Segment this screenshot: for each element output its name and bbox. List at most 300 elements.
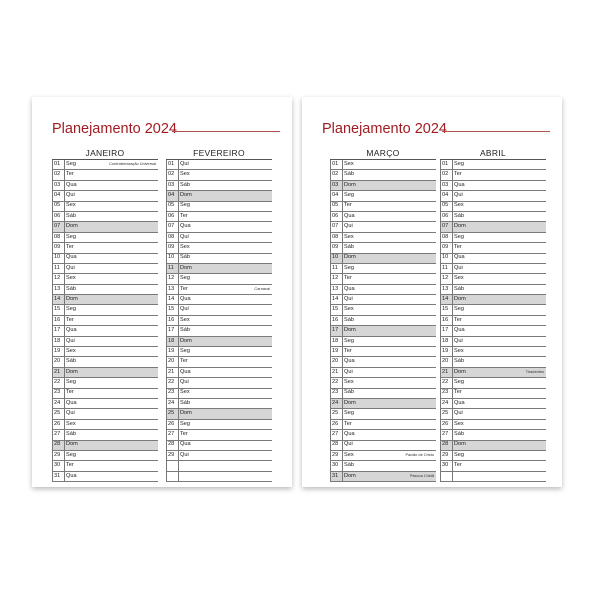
day-row <box>331 243 436 253</box>
weekday-name: Ter <box>342 274 357 283</box>
weekday-name: Sáb <box>452 285 467 294</box>
day-number: 21 <box>332 368 339 375</box>
weekday-name: Sex <box>342 305 357 314</box>
day-row <box>441 202 546 212</box>
weekday-name: Sáb <box>178 181 193 190</box>
day-number: 11 <box>168 264 174 271</box>
day-number: 14 <box>168 295 175 302</box>
day-row <box>441 347 546 357</box>
day-number: 26 <box>168 420 175 427</box>
day-number: 29 <box>442 451 449 458</box>
day-row <box>331 305 436 315</box>
day-number: 24 <box>442 399 449 406</box>
day-row <box>441 409 546 419</box>
day-row <box>53 264 158 274</box>
weekday-name: Dom <box>178 337 193 346</box>
day-number: 06 <box>168 212 175 219</box>
weekday-name: Seg <box>64 305 79 314</box>
day-number: 27 <box>168 431 175 438</box>
weekday-name: Qua <box>452 326 467 335</box>
day-number: 12 <box>54 275 61 282</box>
weekday-name: Qua <box>64 181 79 190</box>
day-number: 31 <box>54 472 61 479</box>
weekday-name: Dom <box>452 222 467 231</box>
day-row <box>331 254 436 264</box>
weekday-name: Qui <box>64 264 79 273</box>
planner-spread <box>32 97 568 493</box>
weekday-name: Qua <box>178 441 193 450</box>
month-april <box>440 147 546 482</box>
weekday-name: Ter <box>342 347 357 356</box>
day-row <box>441 420 546 430</box>
day-row <box>53 420 158 430</box>
day-row <box>441 399 546 409</box>
day-number: 18 <box>168 337 175 344</box>
day-row <box>331 212 436 222</box>
day-number: 30 <box>442 462 449 469</box>
day-number: 07 <box>54 223 61 230</box>
day-number: 22 <box>332 379 339 386</box>
day-row <box>331 368 436 378</box>
day-row <box>53 212 158 222</box>
weekday-name: Sáb <box>452 212 467 221</box>
day-row <box>441 441 546 451</box>
weekday-name: Dom <box>452 368 467 377</box>
day-row <box>331 430 436 440</box>
title-rule <box>442 131 550 132</box>
day-row <box>441 326 546 336</box>
weekday-name: Qui <box>178 451 193 460</box>
day-row <box>53 305 158 315</box>
weekday-name: Seg <box>178 347 193 356</box>
weekday-name: Sex <box>342 378 357 387</box>
day-number: 21 <box>168 368 175 375</box>
day-number: 17 <box>332 327 339 334</box>
weekday-name: Seg <box>178 202 193 211</box>
weekday-name: Qui <box>342 222 357 231</box>
weekday-name: Qui <box>452 337 467 346</box>
weekday-name: Ter <box>452 243 467 252</box>
day-row <box>53 326 158 336</box>
weekday-name: Sáb <box>452 430 467 439</box>
day-row <box>441 222 546 232</box>
weekday-name: Qua <box>342 430 357 439</box>
day-number: 19 <box>168 347 175 354</box>
weekday-name: Dom <box>342 399 357 408</box>
weekday-name: Sáb <box>342 461 357 470</box>
weekday-name: Ter <box>452 461 467 470</box>
day-row <box>331 420 436 430</box>
day-row <box>167 160 272 170</box>
day-number: 17 <box>442 327 449 334</box>
day-row <box>167 420 272 430</box>
day-number: 13 <box>332 285 339 292</box>
weekday-name: Sex <box>342 451 357 460</box>
weekday-name: Qui <box>178 233 193 242</box>
day-number: 20 <box>54 358 61 365</box>
day-number: 06 <box>442 212 449 219</box>
day-row <box>441 181 546 191</box>
weekday-name: Qui <box>178 305 193 314</box>
day-row <box>441 295 546 305</box>
planner-page-right <box>302 97 562 487</box>
weekday-name: Sex <box>64 347 79 356</box>
weekday-name: Dom <box>342 181 357 190</box>
month-name: ABRIL <box>440 147 546 160</box>
day-number: 03 <box>54 181 61 188</box>
day-row <box>167 191 272 201</box>
day-number: 22 <box>168 379 175 386</box>
day-row <box>167 347 272 357</box>
day-row <box>167 181 272 191</box>
weekday-name: Qua <box>178 222 193 231</box>
day-number: 12 <box>332 275 339 282</box>
day-row <box>167 441 272 451</box>
day-row <box>167 264 272 274</box>
day-number: 04 <box>332 192 339 199</box>
day-number: 28 <box>168 441 175 448</box>
day-number: 19 <box>54 347 61 354</box>
day-number: 02 <box>54 171 61 178</box>
month-february <box>166 147 272 482</box>
weekday-name: Sex <box>64 274 79 283</box>
day-row <box>331 399 436 409</box>
day-row <box>53 399 158 409</box>
day-row <box>331 316 436 326</box>
day-number: 16 <box>168 316 175 323</box>
day-row <box>167 337 272 347</box>
weekday-name: Qui <box>452 191 467 200</box>
day-row <box>53 347 158 357</box>
weekday-name: Ter <box>178 357 193 366</box>
day-number: 16 <box>442 316 449 323</box>
day-number: 08 <box>332 233 339 240</box>
weekday-name: Seg <box>342 191 357 200</box>
day-row <box>53 389 158 399</box>
day-row <box>441 389 546 399</box>
day-number: 04 <box>54 192 61 199</box>
day-number: 10 <box>332 254 339 261</box>
day-number: 18 <box>54 337 61 344</box>
day-number: 12 <box>442 275 449 282</box>
day-number: 04 <box>442 192 449 199</box>
weekday-name: Ter <box>342 420 357 429</box>
weekday-name: Seg <box>452 378 467 387</box>
day-number: 11 <box>332 264 338 271</box>
weekday-name: Seg <box>178 274 193 283</box>
month-name: MARÇO <box>330 147 436 160</box>
weekday-name: Dom <box>342 254 357 263</box>
day-number: 02 <box>168 171 175 178</box>
weekday-name: Sex <box>64 420 79 429</box>
day-number: 25 <box>442 410 449 417</box>
day-row <box>331 472 436 482</box>
weekday-name: Sex <box>342 233 357 242</box>
day-list <box>166 160 272 482</box>
day-number: 26 <box>54 420 61 427</box>
day-number: 28 <box>442 441 449 448</box>
weekday-name: Dom <box>64 368 79 377</box>
day-row <box>441 451 546 461</box>
weekday-name: Qui <box>178 378 193 387</box>
day-row <box>441 305 546 315</box>
holiday-note: Tiradentes <box>525 368 544 374</box>
day-row <box>441 243 546 253</box>
day-number: 06 <box>54 212 61 219</box>
title-rule <box>172 131 280 132</box>
weekday-name: Dom <box>64 222 79 231</box>
day-number: 23 <box>442 389 449 396</box>
day-number: 27 <box>54 431 61 438</box>
weekday-name: Seg <box>452 305 467 314</box>
day-row <box>167 295 272 305</box>
day-number: 23 <box>168 389 175 396</box>
weekday-name: Qui <box>342 295 357 304</box>
day-number: 21 <box>442 368 449 375</box>
day-row <box>331 389 436 399</box>
day-row <box>53 357 158 367</box>
weekday-name: Ter <box>64 170 79 179</box>
weekday-name: Ter <box>64 243 79 252</box>
weekday-name: Qua <box>64 472 79 481</box>
day-number: 20 <box>442 358 449 365</box>
day-row <box>167 430 272 440</box>
day-row <box>53 160 158 170</box>
day-row <box>331 441 436 451</box>
day-row <box>167 326 272 336</box>
day-number: 04 <box>168 192 175 199</box>
month-january <box>52 147 158 482</box>
weekday-name: Sáb <box>64 430 79 439</box>
day-number: 30 <box>54 462 61 469</box>
day-row <box>331 274 436 284</box>
day-row <box>331 181 436 191</box>
weekday-name: Sáb <box>342 389 357 398</box>
day-row <box>53 254 158 264</box>
weekday-name: Sáb <box>178 326 193 335</box>
day-row <box>441 337 546 347</box>
day-row <box>53 430 158 440</box>
day-row <box>331 202 436 212</box>
day-row <box>53 222 158 232</box>
day-number: 13 <box>168 285 175 292</box>
weekday-name: Sex <box>178 243 193 252</box>
day-row <box>167 243 272 253</box>
day-row <box>53 181 158 191</box>
day-number: 25 <box>168 410 175 417</box>
day-number: 19 <box>332 347 339 354</box>
day-row <box>331 378 436 388</box>
day-number: 24 <box>332 399 339 406</box>
weekday-name: Sáb <box>178 399 193 408</box>
weekday-name: Sáb <box>64 285 79 294</box>
day-row <box>53 243 158 253</box>
day-number: 19 <box>442 347 449 354</box>
weekday-name: Qua <box>342 357 357 366</box>
day-number: 23 <box>54 389 61 396</box>
day-row <box>53 202 158 212</box>
day-row <box>441 191 546 201</box>
day-number: 08 <box>168 233 175 240</box>
day-row <box>167 316 272 326</box>
weekday-name: Seg <box>64 233 79 242</box>
day-row <box>441 461 546 471</box>
day-number: 10 <box>168 254 175 261</box>
day-row <box>53 461 158 471</box>
weekday-name: Ter <box>64 461 79 470</box>
weekday-name: Seg <box>178 420 193 429</box>
day-row <box>331 347 436 357</box>
day-row <box>331 461 436 471</box>
weekday-name: Seg <box>64 378 79 387</box>
weekday-name: Ter <box>342 202 357 211</box>
weekday-name: Ter <box>64 389 79 398</box>
day-number: 09 <box>168 244 175 251</box>
day-row <box>167 472 272 482</box>
day-row <box>331 222 436 232</box>
weekday-name: Qui <box>178 160 193 169</box>
weekday-name: Dom <box>178 264 193 273</box>
weekday-name: Ter <box>178 212 193 221</box>
day-row <box>441 264 546 274</box>
weekday-name <box>178 472 193 481</box>
day-row <box>53 441 158 451</box>
day-number: 24 <box>168 399 175 406</box>
weekday-name: Qua <box>178 295 193 304</box>
day-list <box>330 160 436 482</box>
day-number: 27 <box>442 431 449 438</box>
day-number: 13 <box>54 285 61 292</box>
day-row <box>53 295 158 305</box>
day-row <box>167 222 272 232</box>
day-row <box>167 378 272 388</box>
planner-page-left <box>32 97 292 487</box>
weekday-name: Seg <box>64 451 79 460</box>
day-number: 22 <box>442 379 449 386</box>
day-number: 20 <box>168 358 175 365</box>
day-row <box>53 368 158 378</box>
day-row <box>53 337 158 347</box>
day-row <box>331 264 436 274</box>
day-row <box>441 233 546 243</box>
weekday-name: Qui <box>64 409 79 418</box>
day-number: 29 <box>332 451 339 458</box>
day-number: 26 <box>442 420 449 427</box>
day-number: 01 <box>54 160 61 167</box>
weekday-name: Qui <box>64 337 79 346</box>
day-number: 12 <box>168 275 175 282</box>
day-number: 24 <box>54 399 61 406</box>
day-row <box>167 305 272 315</box>
weekday-name: Sex <box>452 347 467 356</box>
day-row <box>53 274 158 284</box>
weekday-name: Dom <box>178 191 193 200</box>
day-row <box>331 337 436 347</box>
day-row <box>441 472 546 482</box>
weekday-name: Dom <box>342 472 357 481</box>
day-row <box>331 326 436 336</box>
day-number: 29 <box>54 451 61 458</box>
day-number: 09 <box>54 244 61 251</box>
day-number: 07 <box>442 223 449 230</box>
day-row <box>167 285 272 295</box>
weekday-name <box>452 472 467 481</box>
day-number: 09 <box>442 244 449 251</box>
day-number: 02 <box>442 171 449 178</box>
weekday-name: Ter <box>452 170 467 179</box>
day-number: 25 <box>332 410 339 417</box>
holiday-note: Carnaval <box>254 285 270 291</box>
weekday-name: Dom <box>452 295 467 304</box>
weekday-name: Dom <box>64 295 79 304</box>
page-title: Planejamento 2024 <box>322 121 447 137</box>
day-row <box>331 285 436 295</box>
day-row <box>53 378 158 388</box>
weekday-name: Ter <box>178 430 193 439</box>
weekday-name: Sáb <box>64 357 79 366</box>
weekday-name: Sex <box>64 202 79 211</box>
day-row <box>167 274 272 284</box>
page-title: Planejamento 2024 <box>52 121 177 137</box>
day-row <box>441 316 546 326</box>
day-row <box>53 285 158 295</box>
weekday-name: Qua <box>342 285 357 294</box>
day-row <box>331 295 436 305</box>
day-number: 14 <box>332 295 339 302</box>
day-number: 27 <box>332 431 339 438</box>
day-number: 29 <box>168 451 175 458</box>
weekday-name: Sex <box>452 202 467 211</box>
weekday-name: Sex <box>452 420 467 429</box>
weekday-name: Seg <box>64 160 79 169</box>
day-number: 09 <box>332 244 339 251</box>
weekday-name: Qua <box>64 326 79 335</box>
day-row <box>441 212 546 222</box>
holiday-note: Paixão de Cristo <box>405 451 434 457</box>
day-number: 22 <box>54 379 61 386</box>
day-row <box>53 233 158 243</box>
weekday-name: Sáb <box>178 254 193 263</box>
weekday-name: Qua <box>64 399 79 408</box>
weekday-name <box>178 461 193 470</box>
day-number: 07 <box>332 223 339 230</box>
weekday-name: Seg <box>342 337 357 346</box>
day-number: 15 <box>168 306 175 313</box>
day-row <box>331 409 436 419</box>
weekday-name: Dom <box>64 441 79 450</box>
weekday-name: Ter <box>64 316 79 325</box>
day-number: 02 <box>332 171 339 178</box>
weekday-name: Qui <box>452 264 467 273</box>
weekday-name: Sáb <box>342 316 357 325</box>
day-number: 08 <box>54 233 61 240</box>
day-row <box>167 170 272 180</box>
day-number: 01 <box>442 160 449 167</box>
weekday-name: Ter <box>452 316 467 325</box>
day-number: 15 <box>54 306 61 313</box>
day-row <box>53 191 158 201</box>
day-number: 28 <box>332 441 339 448</box>
day-row <box>331 170 436 180</box>
day-number: 15 <box>442 306 449 313</box>
day-row <box>331 160 436 170</box>
day-row <box>441 430 546 440</box>
day-number: 03 <box>332 181 339 188</box>
day-number: 03 <box>168 181 175 188</box>
day-number: 01 <box>332 160 339 167</box>
day-row <box>331 191 436 201</box>
day-row <box>53 316 158 326</box>
